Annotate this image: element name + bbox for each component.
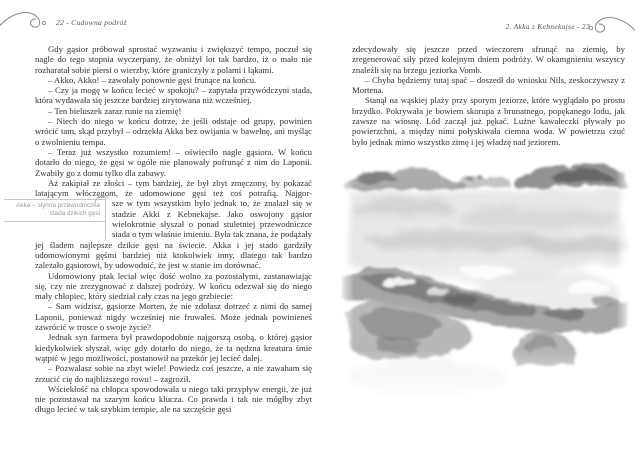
paragraph: – Teraz już wszystko rozumiem! – oświeciło nagle gąsiora. W końcu dotarło do niego, że gęsi w ogóle nie planowały pofrunąć z nim do Laponii. Zwabiły go z domu tylko dla zabawy. <box>35 146 312 178</box>
paragraph: – Chyba będziemy tutaj spać – doszedł do wniosku Nils, zeskoczywszy z Mortena. <box>352 74 625 96</box>
paragraph: Aż zakipiał ze złości – tym bardziej, że był zbyt zmęczony, by pokazać latającym włóczęgom, że udomowione gęsi też coś potrafią. Najgor- <box>35 177 312 199</box>
paragraph: – Niech do niego w końcu dotrze, że jeśli odstaje od grupy, powinien wrócić tam, skąd przybył – odrzekła Akka bez owijania w bawełnę, ani myśląc o zwolnieniu tempa. <box>35 116 312 147</box>
paragraph: – Ten bieluszek zaraz runie na ziemię! <box>48 105 182 116</box>
margin-note-text: Akka – słynna przewodniczka stada dzikich gęsi <box>4 199 105 222</box>
left-page-text-column <box>16 44 312 415</box>
paragraph: – Akko, Akko! – zawołały ponownie gęsi frunące na końcu. <box>48 74 257 85</box>
flourish-left-icon <box>0 6 50 34</box>
paragraph: Stanął na wąskiej plaży przy sporym jeziorze, które wyglądało po prostu brzydko. Pokrywała je bowiem skorupa z brunatnego, popękanego lodu, jak zawsze na wiosnę. Lód zaczął już pękać. Luźne kawałeczki pływały po powierzchni, a między nimi połyskiwała ciemna woda. W powietrzu czuć było jednak mimo wszystko zimę i jej władzę nad jeziorem. <box>352 95 625 147</box>
paragraph-continuation: sze w tym wszystkim było jednak to, że znalazł się w stadzie Akki z Kebnekajse. Jako oswojony gąsior wielokrotnie słyszał o ponad stuletniej przewodniczce stada o tym właśnie imieniu. Była tak znana, że podążały jej śladem najlepsze dzikie gęsi na świecie. Akka i jej stado gardziły udomowionymi gęśmi bardziej niż ktokolwiek inny, dlatego tak bardzo zależało gąsiorowi, by udowodnić, że jest w stanie im dorównać. <box>35 198 312 271</box>
paragraph-with-margin-note <box>16 198 312 271</box>
paragraph: Gdy gąsior próbował sprostać wyzwaniu i zwiększyć tempo, poczuł się nagle do tego stopnia wyczerpany, że obniżył lot tak bardzo, iż o mało nie rozharatał sobie piersi o wierzby, które graniczyły z polami i łąkami. <box>35 44 312 75</box>
margin-note <box>4 198 106 239</box>
paragraph: Jednak syn farmera był prawdopodobnie najgorszą osobą, o której gąsior kiedykolwiek słyszał, więc gdy dotarło do niego, że ta nędzna kreatura śmie wątpić w jego możliwości, postanowił na przekór jej lecieć dalej. <box>35 332 312 363</box>
note-pointer-icon <box>94 193 110 204</box>
paragraph: Wściekłość na chłopca spowodowała u niego taki przypływ energii, że już nie pozostawał na szarym końcu klucza. Co prawda i tak nie mógłby zbyt długo lecieć w tak szybkim tempie, ale na szczęście gęsi <box>35 383 312 415</box>
running-head-right: 2. Akka z Kebnekajse - 23 <box>505 22 590 31</box>
right-page-text-column <box>352 44 625 147</box>
paragraph: Udomowiony ptak leciał więc dość wolno za pozostałymi, zastanawiając się, czy nie zrezygnować z dalszej podróży. W końcu odezwał się do niego mały chłopiec, który siedział cały czas na jego grzbiecie: <box>35 270 312 302</box>
running-head-left: 22 - Cudowna podróż <box>56 18 127 27</box>
watercolor-lake-illustration <box>338 152 632 412</box>
flourish-right-icon <box>585 11 635 39</box>
paragraph: – Czy ja mogę w końcu lecieć w spokoju? – zapytała przywódczyni stada, która wydawała się jeszcze bardziej zirytowana niż wcześniej. <box>35 85 312 106</box>
paragraph: – Sam widzisz, gąsiorze Morten, że nie zdołasz dotrzeć z nimi do samej Laponii, ponieważ nigdy wcześniej nie fruwałeś. Może jednak powinieneś zawrócić w trosce o swoje życie? <box>35 301 312 333</box>
paragraph: – Pozwalasz sobie na zbyt wiele! Powiedz coś jeszcze, a nie zawaham się zrzucić cię do najbliższego rowu! – zagroził. <box>35 363 312 384</box>
paragraph: zdecydowały się jeszcze przed wieczorem sfrunąć na ziemię, by zregenerować siły przed kolejnym dniem podróży. W okamgnieniu wszyscy znaleźli się na brzegu jeziorka Vomb. <box>352 44 625 75</box>
